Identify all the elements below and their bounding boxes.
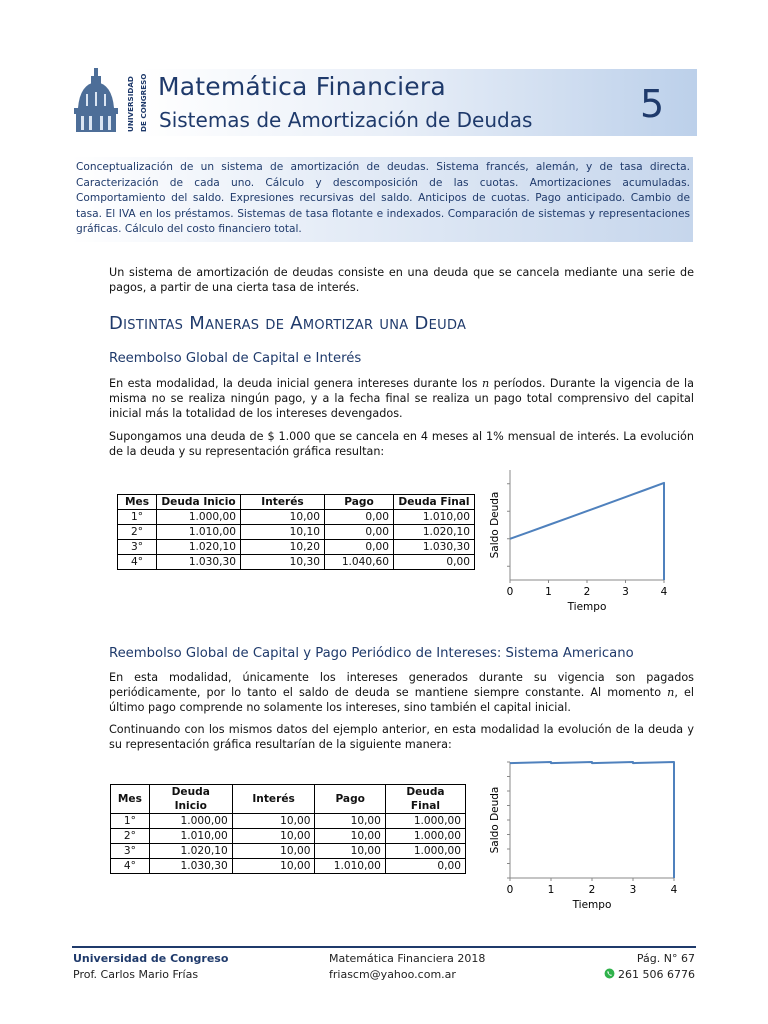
chart-american-system [478, 758, 698, 926]
x-tick-label: 2 [588, 884, 596, 896]
table-header-row [118, 495, 475, 510]
section2-paragraph-2: Continuando con los mismos datos del ejemplo anterior, en esta modalidad la evolución de la deuda y su representación gráfica resultarían de la siguiente manera: [109, 723, 694, 751]
table-cell: 0,00 [325, 525, 394, 540]
intro-paragraph: Un sistema de amortización de deudas consiste en una deuda que se cancela mediante una serie de pagos, a partir de una cierta tasa de interés. [109, 266, 694, 294]
table-row [118, 555, 475, 570]
table-cell: 1.010,00 [157, 525, 241, 540]
table-cell: 10,00 [315, 844, 385, 859]
table-cell: 10,20 [241, 540, 325, 555]
table-row [118, 540, 475, 555]
footer-professor: Prof. Carlos Mario Frías [73, 968, 199, 981]
x-axis-label: Tiempo [567, 601, 607, 613]
variable-n: n [481, 377, 490, 390]
x-tick-label: 4 [660, 586, 668, 598]
table-cell: 3° [111, 844, 150, 859]
table-cell: 10,10 [241, 525, 325, 540]
table-row [111, 859, 466, 874]
column-header: Mes [111, 785, 150, 814]
footer-rule [72, 946, 696, 948]
table-header-row [111, 785, 466, 814]
table-cell: 0,00 [325, 540, 394, 555]
x-tick-label: 0 [506, 884, 514, 896]
section1-paragraph-2: Supongamos una deuda de $ 1.000 que se cancela en 4 meses al 1% mensual de interés. La evolución de la deuda y su representación gráfica resultan: [109, 430, 694, 458]
table-cell: 10,30 [241, 555, 325, 570]
table-cell: 2° [118, 525, 157, 540]
amortization-table-2 [110, 784, 466, 874]
table-cell: 1° [118, 510, 157, 525]
table-cell: 0,00 [325, 510, 394, 525]
table-cell: 1.000,00 [385, 844, 465, 859]
table-cell: 2° [111, 829, 150, 844]
footer-phone [604, 968, 695, 981]
table-row [111, 844, 466, 859]
series-line [510, 483, 664, 580]
x-tick-label: 2 [583, 586, 591, 598]
footer-university: Universidad de Congreso [73, 952, 229, 965]
table-cell: 10,00 [315, 814, 385, 829]
variable-n: n [667, 686, 675, 699]
y-axis-label: Saldo Deuda [489, 491, 501, 559]
chapter-number: 5 [640, 82, 665, 126]
university-vertical-label [124, 70, 152, 134]
table-cell: 1.020,10 [394, 525, 475, 540]
table-row [111, 814, 466, 829]
university-vertical-line-2: DE CONGRESO [139, 73, 148, 132]
university-dome-logo [72, 66, 120, 134]
whatsapp-icon [604, 968, 615, 979]
table-cell: 0,00 [394, 555, 475, 570]
university-vertical-line-1: UNIVERSIDAD [126, 76, 135, 132]
table-row [118, 510, 475, 525]
table-cell: 10,00 [315, 829, 385, 844]
page-subtitle: Sistemas de Amortización de Deudas [159, 108, 533, 132]
column-header: Pago [325, 495, 394, 510]
section2-heading: Reembolso Global de Capital y Pago Periódico de Intereses: Sistema Americano [109, 646, 634, 661]
section-title: Distintas Maneras de Amortizar una Deuda [109, 313, 467, 334]
table-cell: 1° [111, 814, 150, 829]
x-axis-label: Tiempo [572, 899, 612, 911]
table-cell: 1.030,30 [394, 540, 475, 555]
abstract-text: Conceptualización de un sistema de amortización de deudas. Sistema francés, alemán, y de tasa directa. Caracterización de cada uno. Cálculo y descomposición de las cuotas. Amortizaciones acumuladas. Comportamiento del saldo. Expresiones recursivas del saldo. Anticipos de cuotas. Pago anticipado. Cambio de tasa. El IVA en los préstamos. Sistemas de tasa flotante e indexados. Comparación de sistemas y representaciones gráficas. Cálculo del costo financiero total. [76, 161, 690, 236]
table-row [118, 525, 475, 540]
x-tick-label: 0 [506, 586, 514, 598]
table-cell: 3° [118, 540, 157, 555]
section2-paragraph-1: En esta modalidad, únicamente los intereses generados durante su vigencia son pagados periódicamente, por lo tanto el saldo de deuda se mantiene siempre constante. Al momento n, el último pago comprende no solamente los intereses, sino también el capital inicial. [109, 671, 694, 714]
page-title: Matemática Financiera [158, 72, 446, 101]
y-axis-label: Saldo Deuda [489, 786, 501, 854]
table-cell: 1.000,00 [149, 814, 232, 829]
table-cell: 1.030,30 [157, 555, 241, 570]
column-header: Interés [232, 785, 315, 814]
table-cell: 10,00 [241, 510, 325, 525]
table-cell: 1.010,00 [394, 510, 475, 525]
footer-phone-number: 261 506 6776 [618, 968, 695, 981]
column-header: Mes [118, 495, 157, 510]
column-header: Deuda Final [394, 495, 475, 510]
x-tick-label: 3 [622, 586, 629, 598]
table-row [111, 829, 466, 844]
table-cell: 1.000,00 [385, 829, 465, 844]
table-cell: 1.030,30 [149, 859, 232, 874]
footer-course: Matemática Financiera 2018 [329, 952, 486, 965]
table-cell: 1.020,10 [149, 844, 232, 859]
table-cell: 4° [118, 555, 157, 570]
table-cell: 1.020,10 [157, 540, 241, 555]
table-cell: 10,00 [232, 829, 315, 844]
amortization-table-1 [117, 494, 475, 570]
section1-heading: Reembolso Global de Capital e Interés [109, 351, 362, 366]
footer-page-number: Pág. N° 67 [636, 952, 695, 965]
x-tick-label: 1 [545, 586, 552, 598]
table-cell: 1.040,60 [325, 555, 394, 570]
table-cell: 10,00 [232, 814, 315, 829]
column-header: Deuda Inicio [157, 495, 241, 510]
column-header: Deuda Inicio [149, 785, 232, 814]
table-cell: 10,00 [232, 844, 315, 859]
x-tick-label: 4 [670, 884, 678, 896]
section1-paragraph-1: En esta modalidad, la deuda inicial genera intereses durante los n períodos. Durante la vigencia de la misma no se realiza ningún pago, y a la fecha final se realiza un pago total comprensivo del capital inicial más la totalidad de los intereses devengados. [109, 377, 694, 420]
table-cell: 0,00 [385, 859, 465, 874]
column-header: Pago [315, 785, 385, 814]
table-cell: 1.000,00 [157, 510, 241, 525]
table-cell: 1.010,00 [149, 829, 232, 844]
footer-email[interactable]: friascm@yahoo.com.ar [329, 968, 456, 981]
column-header: Deuda Final [385, 785, 465, 814]
table-cell: 4° [111, 859, 150, 874]
x-tick-label: 1 [547, 884, 555, 896]
column-header: Interés [241, 495, 325, 510]
x-tick-label: 3 [629, 884, 637, 896]
chart-global-reimbursement [478, 468, 698, 626]
table-cell: 1.000,00 [385, 814, 465, 829]
table-cell: 10,00 [232, 859, 315, 874]
series-line [510, 762, 674, 878]
table-cell: 1.010,00 [315, 859, 385, 874]
